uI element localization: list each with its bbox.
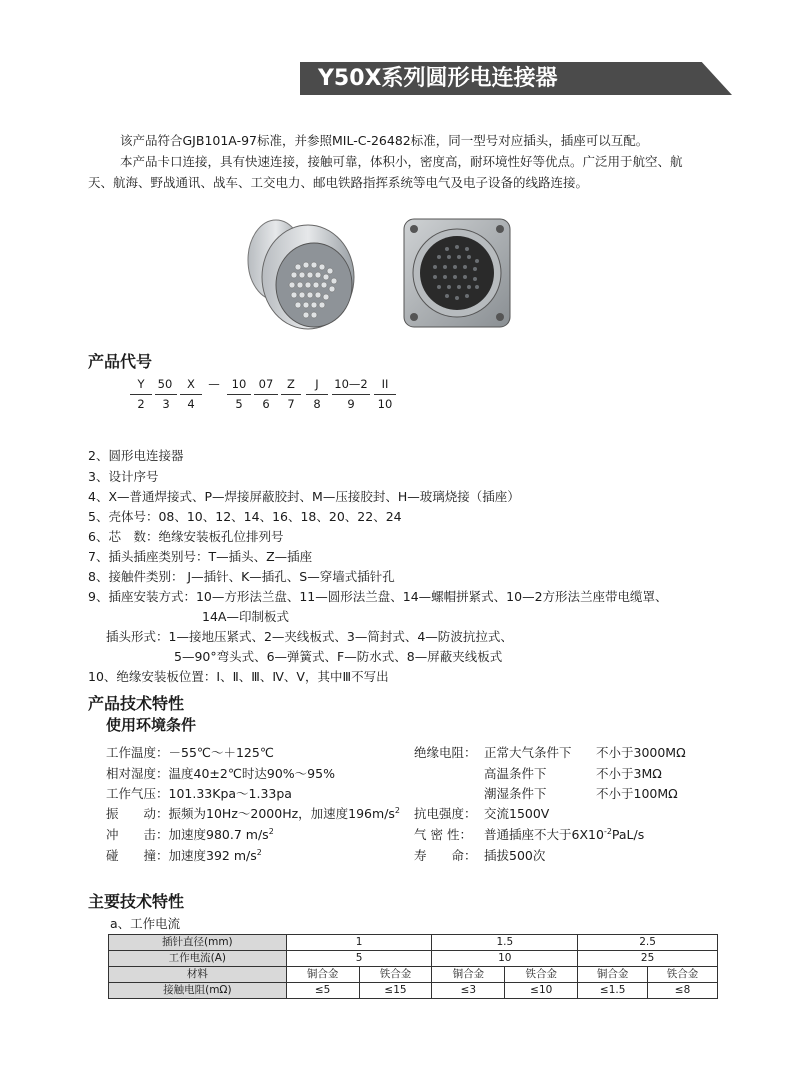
env-label: 振 动： <box>106 806 169 821</box>
env-cond: 插拔500次 <box>484 848 546 863</box>
env-value: 不小于3MΩ <box>596 766 662 781</box>
plug-connector-photo <box>236 205 356 335</box>
code-token-7: Z <box>287 377 295 391</box>
env-value: 不小于100MΩ <box>596 786 678 801</box>
env-label: 碰 撞： <box>106 848 169 863</box>
code-token-2: 50 <box>157 377 173 391</box>
table-cell: ≤15 <box>359 983 432 999</box>
receptacle-connector-photo <box>398 215 518 333</box>
env-sup: 2 <box>268 826 274 836</box>
section-main-specs: 主要技术特性 <box>88 892 185 911</box>
env-row-humidity <box>106 764 335 782</box>
table-cell: 接触电阻(mΩ) <box>109 983 287 999</box>
env-value: 加速度980.7 m/s <box>168 827 269 842</box>
code-index-7: 7 <box>287 397 295 411</box>
code-index-6: 6 <box>262 397 270 411</box>
table-cell: ≤10 <box>505 983 578 999</box>
code-token-6: 07 <box>258 377 274 391</box>
code-underline <box>281 394 301 395</box>
env-label: 工作气压： <box>106 786 169 801</box>
intro-line-2: 本产品卡口连接，具有快速连接，接触可靠，体积小，密度高，耐环境性好等优点。广泛用于航空、航 <box>120 154 683 169</box>
code-item: 5、壳体号：08、10、12、14、16、18、20、22、24 <box>88 509 402 524</box>
env-cond: 交流1500V <box>484 806 550 821</box>
table-cell: 铜合金 <box>432 967 505 983</box>
code-item: 5—90°弯头式、6—弹簧式、F—防水式、8—屏蔽夹线板式 <box>174 649 503 664</box>
env-row-airtightness <box>484 825 644 843</box>
code-item: 10、绝缘安装板位置：Ⅰ、Ⅱ、Ⅲ、Ⅳ、Ⅴ，其中Ⅲ不写出 <box>88 669 389 684</box>
code-underline <box>306 394 328 395</box>
code-item: 9、插座安装方式：10—方形法兰盘、11—圆形法兰盘、14—螺帽拼紧式、10—2方形法兰座带电缆罩、 <box>88 589 668 604</box>
table-cell: 铜合金 <box>578 967 648 983</box>
code-index-10: 10 <box>377 397 393 411</box>
env-value: 101.33Kpa～1.33pa <box>168 786 292 801</box>
code-item: 2、圆形电连接器 <box>88 448 184 463</box>
code-token-9: 10—2 <box>334 377 368 391</box>
table-cell: 铁合金 <box>505 967 578 983</box>
table-cell: 2.5 <box>578 935 718 951</box>
code-underline <box>227 394 251 395</box>
code-item: 14A—印制板式 <box>202 609 289 624</box>
table-caption: a、工作电流 <box>110 916 181 931</box>
table-cell: 1 <box>286 935 432 951</box>
env-cond: 潮湿条件下 <box>484 786 547 801</box>
code-token-8: J <box>315 377 319 391</box>
table-cell: 25 <box>578 951 718 967</box>
code-underline <box>254 394 278 395</box>
env-unit: PaL/s <box>611 827 645 842</box>
env-cond: 普通插座不大于6X10 <box>484 827 604 842</box>
table-cell: 铁合金 <box>648 967 718 983</box>
env-label: 寿 命： <box>414 848 477 863</box>
code-index-3: 4 <box>187 397 195 411</box>
env-label: 绝缘电阻： <box>414 745 477 760</box>
table-cell: ≤8 <box>648 983 718 999</box>
code-item: 插头形式：1—接地压紧式、2—夹线板式、3—简封式、4—防波抗拉式、 <box>106 629 513 644</box>
env-label: 工作温度： <box>106 745 169 760</box>
code-item: 6、芯 数：绝缘安装板孔位排列号 <box>88 529 284 544</box>
env-value: 振频为10Hz～2000Hz，加速度196m/s <box>168 806 395 821</box>
table-cell: ≤1.5 <box>578 983 648 999</box>
table-cell: 工作电流(A) <box>109 951 287 967</box>
env-row-vibration <box>106 804 400 822</box>
env-value: 温度40±2℃时达90%～95% <box>168 766 335 781</box>
env-value: －55℃～＋125℃ <box>168 745 274 760</box>
code-underline <box>155 394 177 395</box>
code-token-10: II <box>381 377 389 391</box>
code-index-5: 5 <box>235 397 243 411</box>
section-tech-specs: 产品技术特性 <box>88 694 185 713</box>
env-row-bump <box>106 846 262 864</box>
code-index-2: 3 <box>162 397 170 411</box>
code-item: 8、接触件类别： J—插针、K—插孔、S—穿墙式插针孔 <box>88 569 395 584</box>
code-index-1: 2 <box>137 397 145 411</box>
intro-line-3: 天、航海、野战通讯、战车、工交电力、邮电铁路指挥系统等电气及电子设备的线路连接。 <box>88 175 589 190</box>
table-row <box>109 967 718 983</box>
table-row <box>109 951 718 967</box>
code-underline <box>130 394 152 395</box>
table-row <box>109 935 718 951</box>
code-token-3: X <box>187 377 195 391</box>
code-item: 7、插头插座类别号：T—插头、Z—插座 <box>88 549 313 564</box>
current-spec-table <box>108 934 718 999</box>
table-cell: 材料 <box>109 967 287 983</box>
code-token-5: 10 <box>231 377 247 391</box>
code-underline <box>180 394 202 395</box>
env-label: 冲 击： <box>106 827 169 842</box>
env-sup: -2 <box>603 826 612 836</box>
table-cell: ≤3 <box>432 983 505 999</box>
env-label: 抗电强度： <box>414 806 477 821</box>
table-cell: 铜合金 <box>286 967 359 983</box>
code-underline <box>374 394 396 395</box>
code-index-8: 8 <box>313 397 321 411</box>
table-cell: 1.5 <box>432 935 578 951</box>
code-item: 3、设计序号 <box>88 469 159 484</box>
page-title: Y50X系列圆形电连接器 <box>318 66 558 91</box>
env-row-shock <box>106 825 274 843</box>
env-cond: 高温条件下 <box>484 766 547 781</box>
table-cell: 5 <box>286 951 432 967</box>
code-underline <box>332 394 370 395</box>
code-token-1: Y <box>137 377 145 391</box>
env-label: 气 密 性： <box>414 827 472 842</box>
env-value: 不小于3000MΩ <box>596 745 686 760</box>
env-value: 加速度392 m/s <box>168 848 257 863</box>
table-cell: 插针直径(mm) <box>109 935 287 951</box>
table-cell: 10 <box>432 951 578 967</box>
table-cell: ≤5 <box>286 983 359 999</box>
table-row <box>109 983 718 999</box>
env-label: 相对湿度： <box>106 766 169 781</box>
env-sup: 2 <box>394 805 401 815</box>
intro-line-1: 该产品符合GJB101A-97标准，并参照MIL-C-26482标准，同一型号对应插头，插座可以互配。 <box>120 133 649 148</box>
section-environment: 使用环境条件 <box>106 716 197 734</box>
table-cell: 铁合金 <box>359 967 432 983</box>
code-token-4: — <box>208 377 220 391</box>
code-index-9: 9 <box>347 397 355 411</box>
env-sup: 2 <box>256 847 262 857</box>
section-product-code: 产品代号 <box>88 352 153 371</box>
env-row-temperature <box>106 743 274 761</box>
code-item: 4、X—普通焊接式、P—焊接屏蔽胶封、M—压接胶封、H—玻璃烧接（插座） <box>88 489 520 504</box>
env-row-pressure <box>106 784 292 802</box>
env-cond: 正常大气条件下 <box>484 745 572 760</box>
